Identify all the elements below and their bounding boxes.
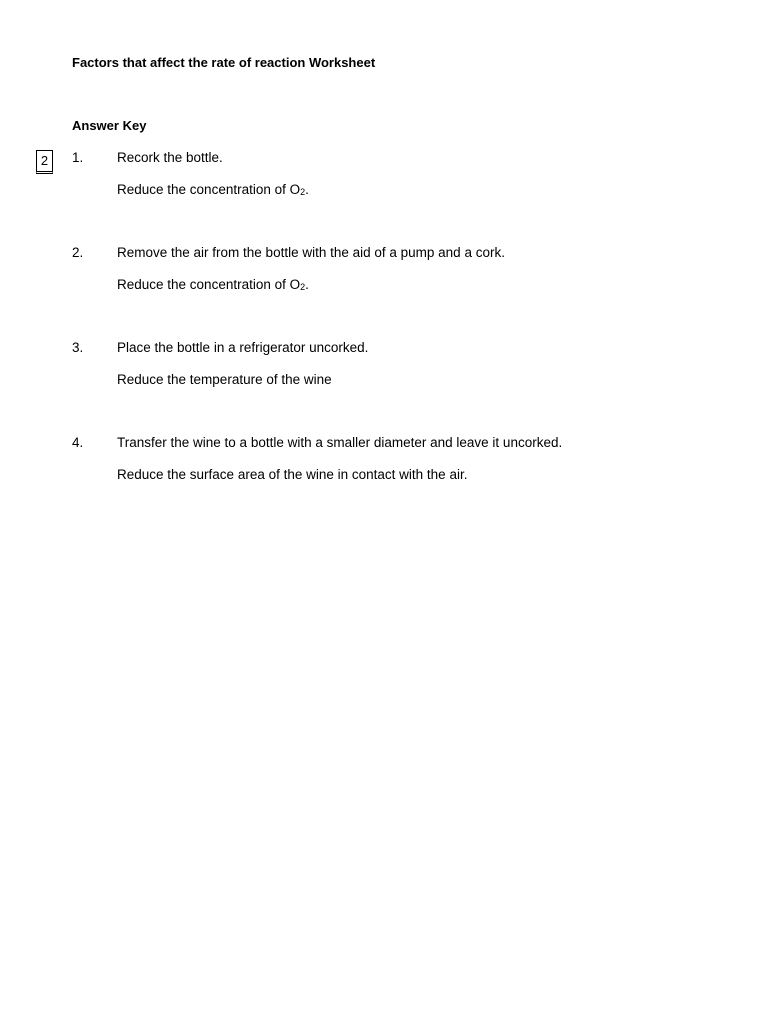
item-answer: Reduce the surface area of the wine in contact with the air. xyxy=(117,467,468,482)
item-number: 3. xyxy=(72,340,84,355)
answer-text: Reduce the concentration of O xyxy=(117,182,301,197)
answer-suffix: . xyxy=(305,277,309,292)
item-question: Remove the air from the bottle with the aid of a pump and a cork. xyxy=(117,245,505,260)
item-number: 1. xyxy=(72,150,84,165)
document-title: Factors that affect the rate of reaction Worksheet xyxy=(72,55,376,70)
item-question: Transfer the wine to a bottle with a smaller diameter and leave it uncorked. xyxy=(117,435,563,450)
item-answer: Reduce the temperature of the wine xyxy=(117,372,332,387)
item-answer xyxy=(117,277,309,293)
page-number-badge: 2 xyxy=(36,150,53,174)
answer-text: Reduce the concentration of O xyxy=(117,277,301,292)
item-answer xyxy=(117,182,309,198)
item-question: Recork the bottle. xyxy=(117,150,223,165)
answer-key-heading: Answer Key xyxy=(72,118,147,133)
item-question: Place the bottle in a refrigerator uncorked. xyxy=(117,340,369,355)
item-number: 4. xyxy=(72,435,84,450)
answer-suffix: . xyxy=(305,182,309,197)
answer-subscript: 2 xyxy=(300,282,306,292)
answer-subscript: 2 xyxy=(300,187,306,197)
item-number: 2. xyxy=(72,245,84,260)
